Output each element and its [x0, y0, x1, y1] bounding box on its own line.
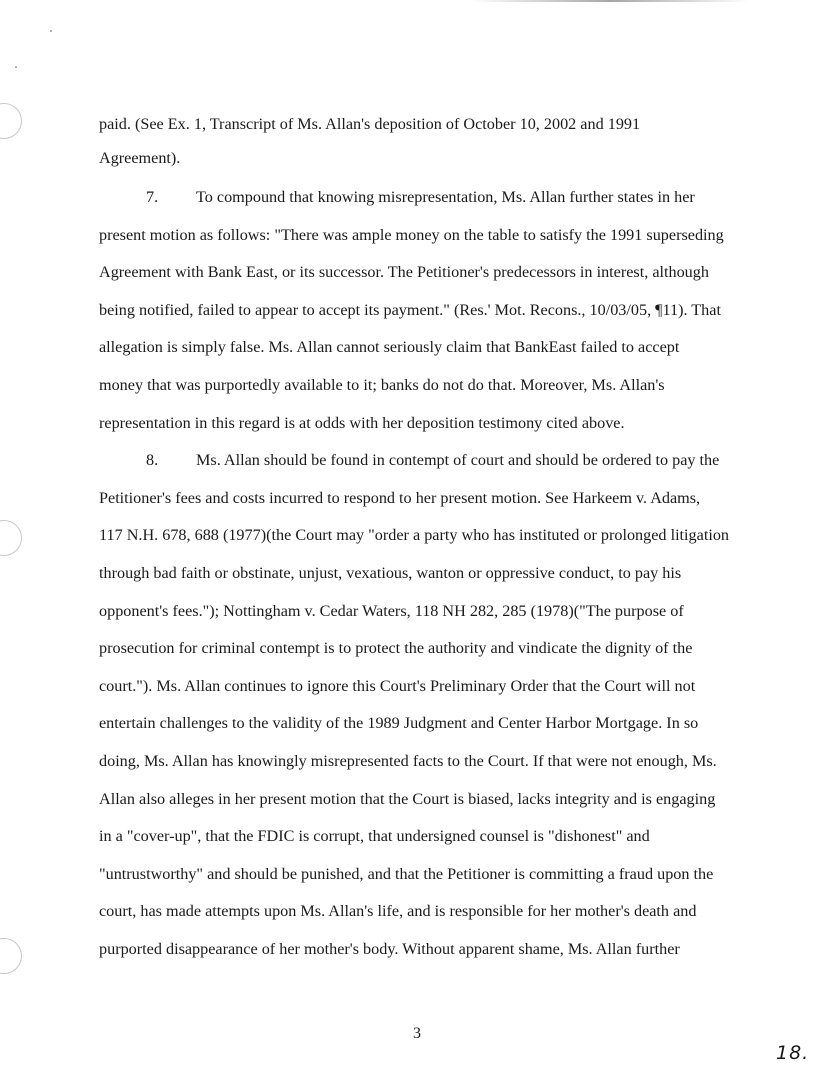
line-text: To compound that knowing misrepresentation, Ms. Allan further states in her	[196, 188, 695, 206]
handwritten-page-mark: 18.	[776, 1042, 810, 1064]
line-text: Allan also alleges in her present motion that the Court is biased, lacks integrity and is engaging	[99, 789, 716, 808]
line-text: "untrustworthy" and should be punished, and that the Petitioner is committing a fraud upon the	[99, 864, 714, 883]
line-text: present motion as follows: "There was ample money on the table to satisfy the 1991 superseding	[99, 225, 724, 244]
line-text: in a "cover-up", that the FDIC is corrupt, that undersigned counsel is "dishonest" and	[99, 827, 650, 846]
punch-hole-top	[0, 103, 22, 139]
line-text: Agreement with Bank East, or its successor. The Petitioner's predecessors in interest, although	[99, 263, 709, 282]
line-text: doing, Ms. Allan has knowingly misrepresented facts to the Court. If that were not enough, Ms.	[99, 752, 717, 770]
line-text: purported disappearance of her mother's body. Without apparent shame, Ms. Allan further	[99, 940, 680, 958]
line-text: prosecution for criminal contempt is to protect the authority and vindicate the dignity of the	[99, 639, 693, 658]
paragraph-number: 7.	[146, 188, 159, 206]
line-text: allegation is simply false. Ms. Allan cannot seriously claim that BankEast failed to accept	[99, 338, 680, 357]
line-text: Agreement).	[99, 149, 181, 167]
line-text: being notified, failed to appear to accept its payment." (Res.' Mot. Recons., 10/03/05, ¶11). That	[99, 300, 721, 319]
line-text: Petitioner's fees and costs incurred to respond to her present motion. See Harkeem v. Adams,	[99, 488, 701, 507]
scan-speck	[50, 30, 52, 32]
punch-hole-middle	[0, 520, 22, 556]
punch-hole-bottom	[0, 938, 22, 974]
line-text: court, has made attempts upon Ms. Allan's life, and is responsible for her mother's death and	[99, 902, 697, 921]
line-text: paid. (See Ex. 1, Transcript of Ms. Allan's deposition of October 10, 2002 and 1991	[99, 115, 641, 133]
line-text: Ms. Allan should be found in contempt of court and should be ordered to pay the	[196, 451, 720, 470]
scan-speck	[15, 66, 17, 68]
page-number: 3	[413, 1025, 421, 1042]
line-text: opponent's fees."); Nottingham v. Cedar Waters, 118 NH 282, 285 (1978)("The purpose of	[99, 601, 684, 620]
line-text: 117 N.H. 678, 688 (1977)(the Court may "order a party who has instituted or prolonged litigation	[99, 526, 730, 545]
line-text: court."). Ms. Allan continues to ignore this Court's Preliminary Order that the Court will not	[99, 676, 696, 695]
line-text: money that was purportedly available to it; banks do not do that. Moreover, Ms. Allan's	[99, 376, 665, 394]
line-text: representation in this regard is at odds with her deposition testimony cited above.	[99, 413, 625, 432]
scan-artifact-line	[470, 0, 750, 2]
line-text: through bad faith or obstinate, unjust, vexatious, wanton or oppressive conduct, to pay his	[99, 564, 682, 582]
paragraph-number: 8.	[146, 451, 159, 470]
line-text: entertain challenges to the validity of the 1989 Judgment and Center Harbor Mortgage. In so	[99, 714, 699, 733]
